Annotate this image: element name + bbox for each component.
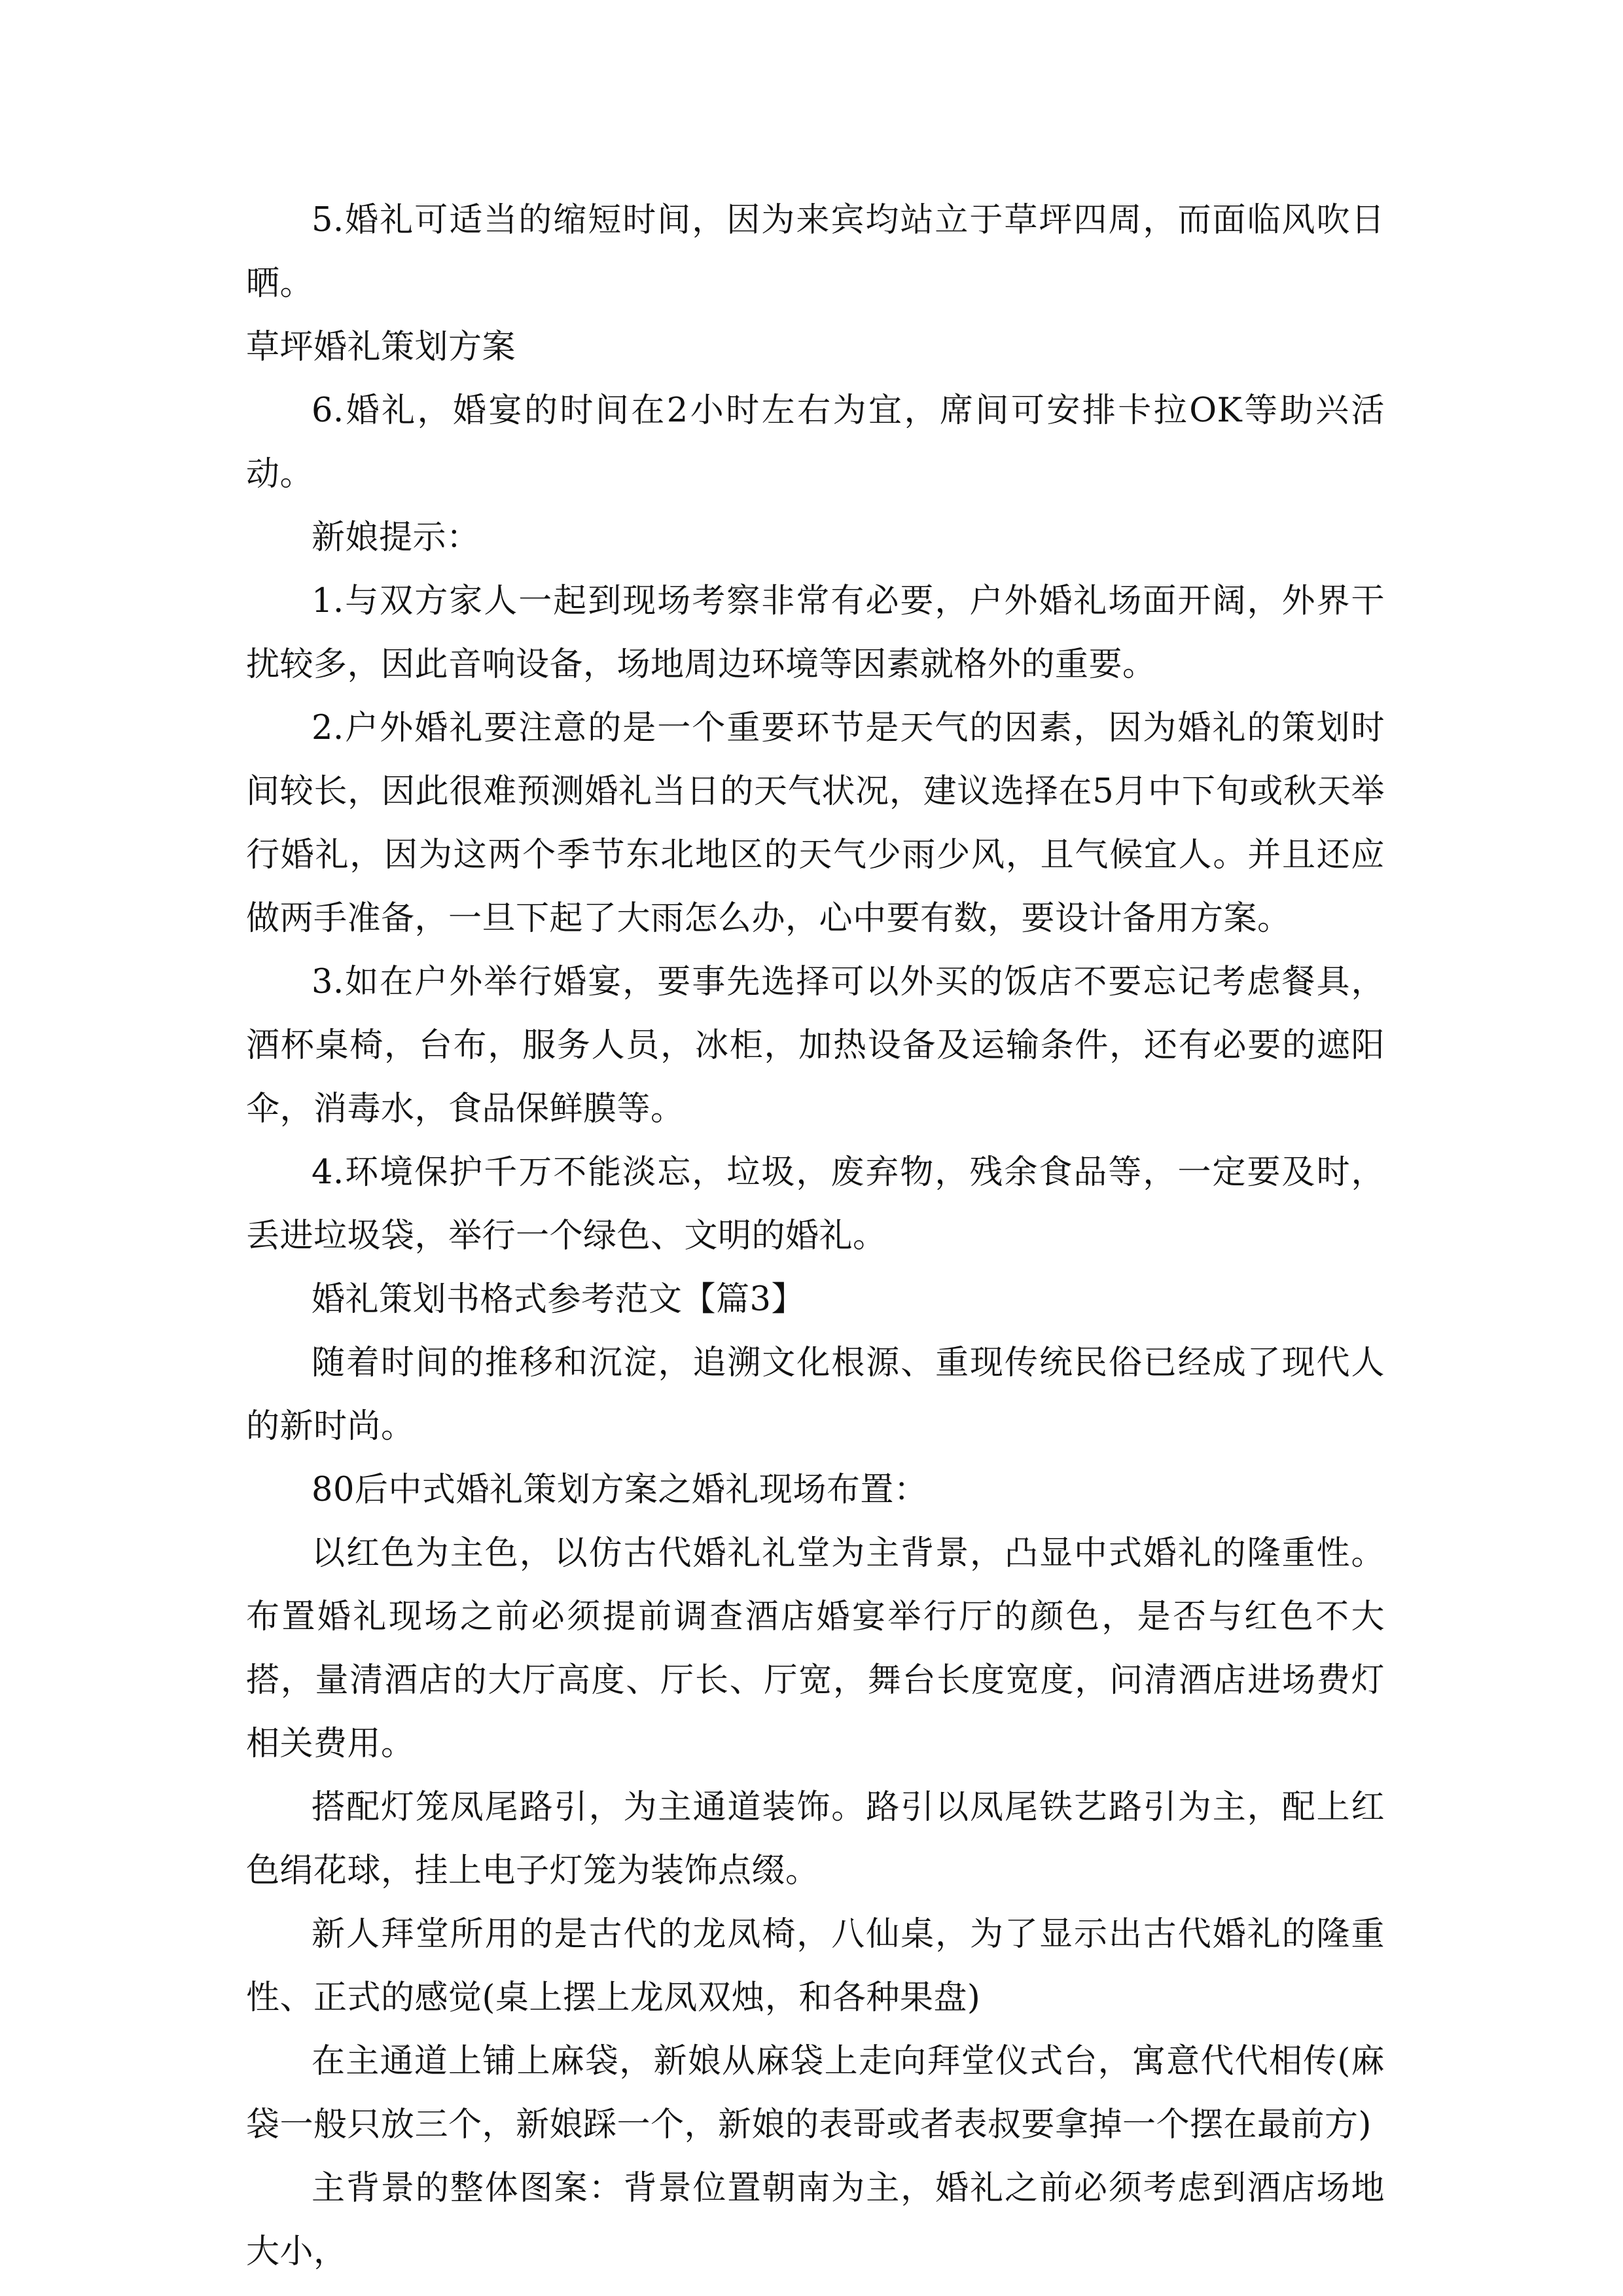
document-body xyxy=(246,188,1385,2284)
paragraph-item-5: 5.婚礼可适当的缩短时间，因为来宾均站立于草坪四周，而面临风吹日晒。 xyxy=(246,201,1385,303)
paragraph-lawn-wedding-title: 草坪婚礼策划方案 xyxy=(246,328,516,367)
paragraph-tip-2: 2.户外婚礼要注意的是一个重要环节是天气的因素，因为婚礼的策划时间较长，因此很难预测婚礼当日的天气状况，建议选择在5月中下旬或秋天举行婚礼，因为这两个季节东北地区的天气少雨少风，且气候宜人。并且还应做两手准备，一旦下起了大雨怎么办，心中要有数，要设计备用方案。 xyxy=(246,709,1385,938)
paragraph-tip-4: 4.环境保护千万不能淡忘，垃圾，废弃物，残余食品等，一定要及时，丢进垃圾袋，举行一个绿色、文明的婚礼。 xyxy=(246,1153,1385,1255)
paragraph-tip-3: 3.如在户外举行婚宴，要事先选择可以外买的饭店不要忘记考虑餐具，酒杯桌椅，台布，服务人员，冰柜，加热设备及运输条件，还有必要的遮阳伞，消毒水，食品保鲜膜等。 xyxy=(246,963,1385,1128)
paragraph-intro: 随着时间的推移和沉淀，追溯文化根源、重现传统民俗已经成了现代人的新时尚。 xyxy=(246,1344,1385,1446)
paragraph-item-6: 6.婚礼，婚宴的时间在2小时左右为宜，席间可安排卡拉OK等助兴活动。 xyxy=(246,391,1385,493)
paragraph-bride-tips-heading: 新娘提示： xyxy=(312,518,480,557)
paragraph-section-3-heading: 婚礼策划书格式参考范文【篇3】 xyxy=(312,1280,805,1319)
paragraph-tip-1: 1.与双方家人一起到现场考察非常有必要，户外婚礼场面开阔，外界干扰较多，因此音响设备，场地周边环境等因素就格外的重要。 xyxy=(246,582,1385,684)
paragraph-backdrop: 主背景的整体图案：背景位置朝南为主，婚礼之前必须考虑到酒店场地大小， xyxy=(246,2169,1385,2271)
paragraph-sacks: 在主通道上铺上麻袋，新娘从麻袋上走向拜堂仪式台，寓意代代相传(麻袋一般只放三个，新娘踩一个，新娘的表哥或者表叔要拿掉一个摆在最前方) xyxy=(246,2042,1385,2144)
paragraph-red-theme: 以红色为主色，以仿古代婚礼礼堂为主背景，凸显中式婚礼的隆重性。布置婚礼现场之前必须提前调查酒店婚宴举行厅的颜色，是否与红色不大搭，量清酒店的大厅高度、厅长、厅宽，舞台长度宽度，问清酒店进场费灯相关费用。 xyxy=(246,1534,1385,1763)
paragraph-venue-layout-heading: 80后中式婚礼策划方案之婚礼现场布置： xyxy=(312,1471,928,1509)
paragraph-dragon-phoenix-chairs: 新人拜堂所用的是古代的龙凤椅，八仙桌，为了显示出古代婚礼的隆重性、正式的感觉(桌上摆上龙凤双烛，和各种果盘) xyxy=(246,1915,1385,2017)
paragraph-lanterns: 搭配灯笼凤尾路引，为主通道装饰。路引以凤尾铁艺路引为主，配上红色绢花球，挂上电子灯笼为装饰点缀。 xyxy=(246,1788,1385,1890)
